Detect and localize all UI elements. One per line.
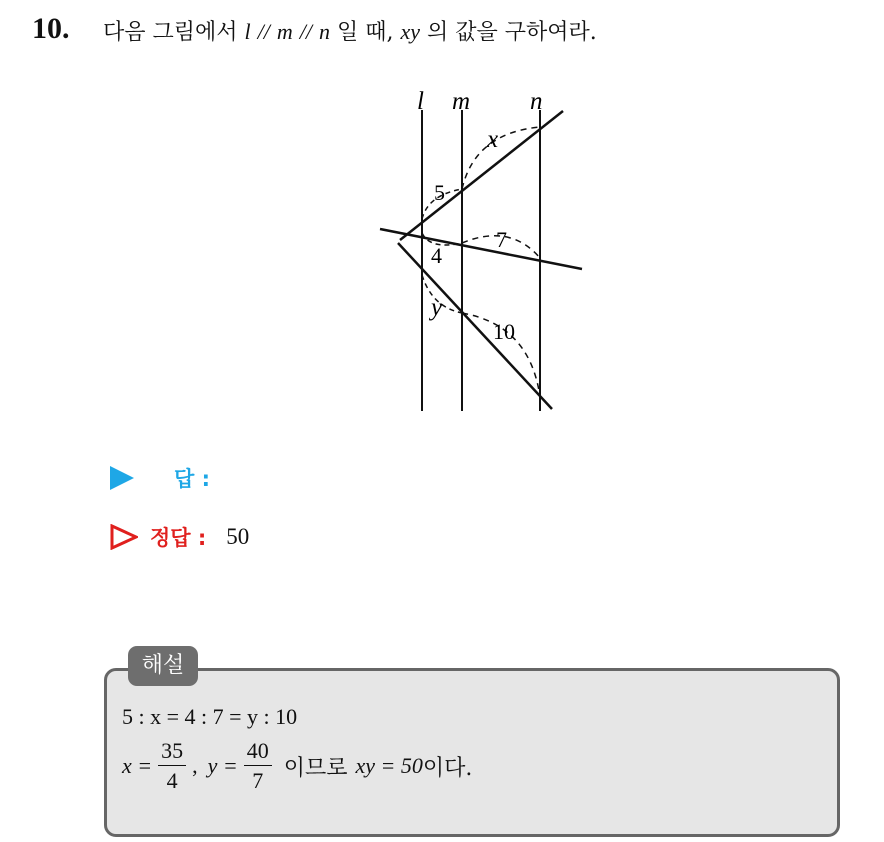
- arc-x: [462, 127, 540, 189]
- parallel-lines-figure: [370, 85, 590, 425]
- triangle-filled-icon: [110, 466, 134, 490]
- correct-answer-row: [110, 522, 249, 552]
- frac2-numerator: 40: [244, 740, 272, 766]
- label-4: 4: [431, 243, 442, 268]
- xy-var: xy: [400, 19, 421, 44]
- correct-answer-label: 정답 :: [150, 526, 207, 550]
- x-equals: x =: [122, 753, 153, 778]
- middle-transversal: [380, 229, 582, 269]
- solution-end: 이다.: [422, 755, 473, 781]
- label-n: n: [530, 88, 543, 115]
- parallel-1: //: [257, 19, 270, 44]
- solution-mid: 이므로: [283, 755, 348, 781]
- label-10: 10: [493, 319, 515, 344]
- upper-transversal: [400, 111, 563, 240]
- answer-label: 답 :: [174, 467, 210, 491]
- line-m: m: [276, 19, 293, 44]
- label-m: m: [452, 88, 471, 115]
- label-5: 5: [434, 180, 445, 205]
- answer-row: [110, 463, 210, 493]
- y-equals: y =: [207, 753, 238, 778]
- label-7: 7: [496, 227, 507, 252]
- label-l: l: [417, 88, 424, 115]
- frac2-denominator: 7: [252, 768, 264, 793]
- comma: ,: [192, 753, 198, 778]
- solution-line-2: [122, 740, 472, 792]
- question-pre: 다음 그림에서: [103, 20, 238, 45]
- question-post1: 일 때,: [337, 20, 394, 45]
- label-y: y: [431, 294, 443, 321]
- solution-tag: 해설: [128, 646, 198, 686]
- parallel-2: //: [299, 19, 312, 44]
- triangle-outline-icon: [110, 524, 138, 550]
- frac1-denominator: 4: [166, 768, 178, 793]
- fraction-35-4: [158, 740, 186, 792]
- question-post2: 의 값을 구하여라.: [427, 20, 597, 45]
- question-number: 10.: [32, 12, 70, 45]
- label-x: x: [487, 126, 499, 153]
- question-text: [103, 15, 597, 46]
- line-n: n: [319, 19, 330, 44]
- xy-equals: xy = 50: [355, 753, 423, 778]
- correct-answer-value: 50: [226, 524, 250, 549]
- line-l: l: [244, 19, 251, 44]
- frac1-numerator: 35: [158, 740, 186, 766]
- fraction-40-7: [244, 740, 272, 792]
- solution-line-1: 5 : x = 4 : 7 = y : 10: [122, 704, 298, 729]
